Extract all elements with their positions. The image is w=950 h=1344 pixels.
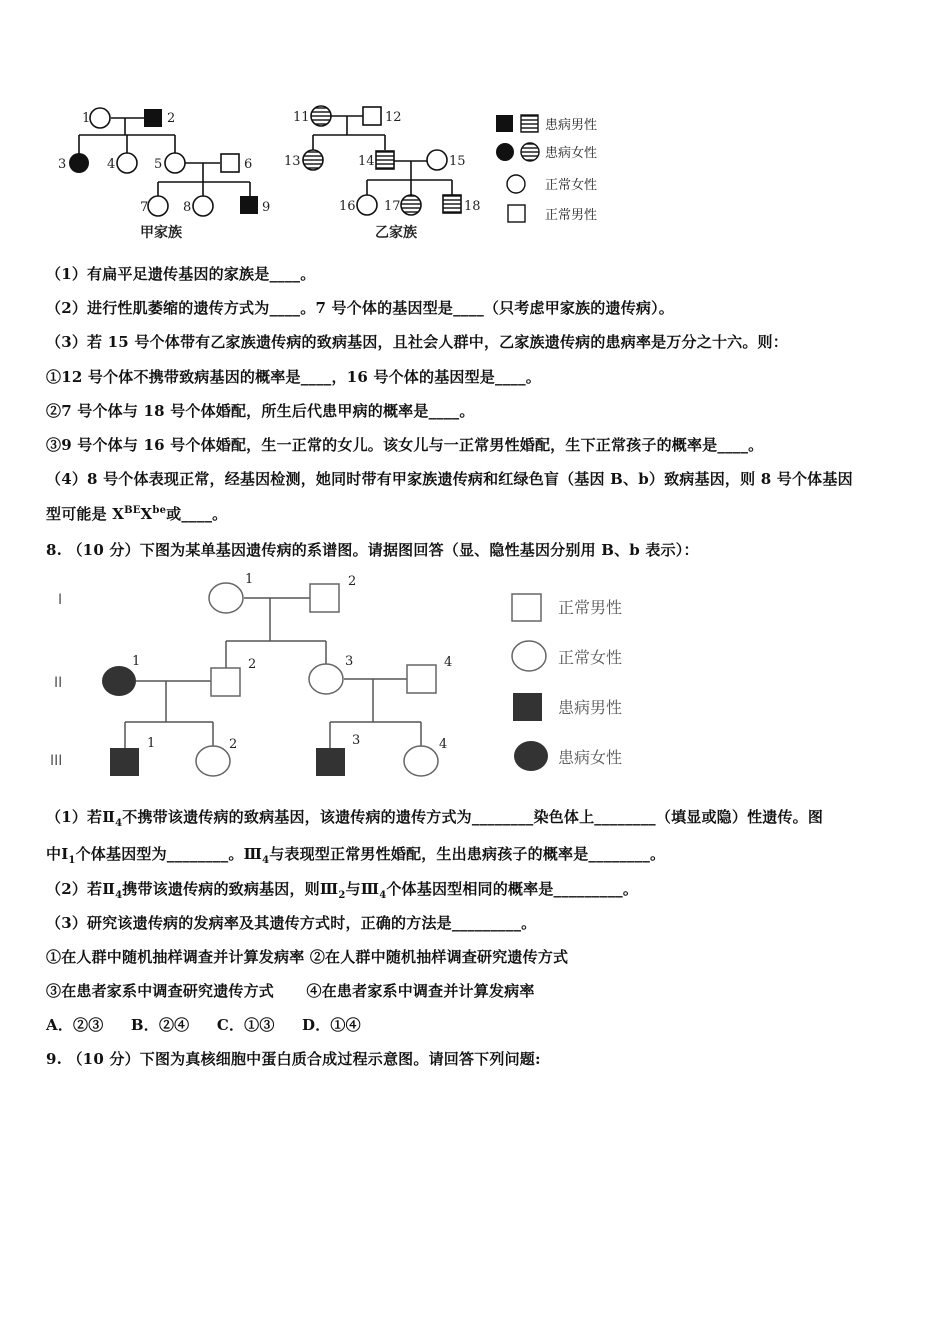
gen-label-2: II: [54, 675, 63, 691]
legend2-affected-male-symbol: [513, 693, 542, 721]
a-individual-3: [69, 153, 89, 173]
III-4-id: 4: [439, 737, 448, 752]
id-1: 1: [82, 111, 91, 126]
legend-affected-female: 患病女性: [545, 146, 598, 161]
q8-choices: [46, 1014, 361, 1035]
I-1: [209, 583, 243, 613]
legend-normal-female-symbol: [507, 175, 525, 193]
III-1-id: 1: [147, 736, 156, 751]
id-6: 6: [244, 157, 253, 172]
id-9: 9: [262, 200, 271, 215]
legend2-normal-male-symbol: [512, 594, 541, 621]
gen-label-1: I: [58, 592, 63, 608]
legend-affected-female-hatch: [521, 143, 539, 161]
legend2-affected-female: 患病女性: [558, 748, 623, 767]
I-1-id: 1: [245, 572, 254, 587]
choice-b[interactable]: B．②④: [130, 1016, 190, 1034]
id-14: 14: [358, 154, 375, 169]
q9-stem: 9. （10 分）下图为真核细胞中蛋白质合成过程示意图。请回答下列问题:: [46, 1050, 541, 1068]
choice-d[interactable]: D．①④: [302, 1016, 361, 1034]
q7-line-5: ②7 号个体与 18 号个体婚配，所生后代患甲病的概率是____。: [46, 402, 475, 420]
q7-line-4: ①12 号个体不携带致病基因的概率是____，16 号个体的基因型是____。: [46, 368, 541, 386]
q7-line-6: ③9 号个体与 16 号个体婚配，生一正常的女儿。该女儿与一正常男性婚配，生下正常孩子的概率是____。: [46, 436, 764, 454]
q8-sub3: （3）研究该遗传病的发病率及其遗传方式时，正确的方法是_________。: [46, 914, 537, 932]
a-individual-1: [90, 108, 110, 128]
q7-line-1: （1）有扁平足遗传基因的家族是____。: [46, 265, 316, 283]
choice-c[interactable]: C．①③: [216, 1016, 275, 1034]
id-5: 5: [154, 157, 163, 172]
II-1: [102, 666, 136, 696]
id-2: 2: [167, 111, 176, 126]
legend-affected-male: 患病男性: [545, 118, 598, 133]
legend-affected-female-solid: [496, 143, 514, 161]
q7-line-7: （4）8 号个体表现正常，经基因检测，她同时带有甲家族遗传病和红绿色盲（基因 B、b）致病基因，则 8 号个体基因: [46, 470, 853, 488]
id-3: 3: [58, 157, 67, 172]
legend-affected-male-hatch: [521, 115, 538, 132]
a-individual-6: [221, 154, 239, 172]
II-2: [211, 668, 240, 696]
a-individual-4: [117, 153, 137, 173]
III-3-id: 3: [352, 733, 361, 748]
q8-sub2: （2）若$Ⅱ_4$携带该遗传病的致病基因，则$Ⅲ_2$与$Ⅲ_4$个体基因型相同的概率是_________。: [46, 880, 639, 901]
II-3: [309, 664, 343, 694]
II-2-id: 2: [248, 657, 257, 672]
q8-sub1-line1: （1）若$Ⅱ_4$不携带该遗传病的致病基因，该遗传病的遗传方式为________染色体上________（填显或隐）性遗传。图: [46, 808, 824, 829]
q7-line-2: （2）进行性肌萎缩的遗传方式为____。7 号个体的基因型是____（只考虑甲家族的遗传病）。: [46, 299, 674, 317]
II-3-id: 3: [345, 654, 354, 669]
legend2-normal-female-symbol: [512, 641, 546, 671]
II-4: [407, 665, 436, 693]
q8-option-line-2: ③在患者家系中调查研究遗传方式 ④在患者家系中调查并计算发病率: [46, 982, 535, 1000]
legend2-affected-male: 患病男性: [558, 698, 623, 717]
id-15: 15: [449, 154, 466, 169]
q7-line-8: 型可能是 $X^{BE}X^{be}$或____。: [46, 505, 228, 523]
pedigree-figure-1: [0, 90, 950, 250]
b-individual-16: [357, 195, 377, 215]
b-individual-13: [303, 150, 323, 170]
a-individual-8: [193, 196, 213, 216]
q8-sub1-line2: 中$Ⅰ_1$个体基因型为________。$Ⅲ_4$与表现型正常男性婚配，生出患病孩子的概率是________。: [46, 845, 666, 866]
b-individual-11: [311, 106, 331, 126]
III-2-id: 2: [229, 737, 238, 752]
id-17: 17: [384, 199, 401, 214]
id-18: 18: [464, 199, 481, 214]
b-individual-14: [376, 151, 394, 169]
choice-a[interactable]: A．②③: [46, 1016, 104, 1034]
legend-normal-female: 正常女性: [545, 178, 598, 193]
id-4: 4: [107, 157, 116, 172]
legend2-normal-female: 正常女性: [558, 648, 623, 667]
id-16: 16: [339, 199, 356, 214]
id-11: 11: [293, 110, 310, 125]
q7-line-3: （3）若 15 号个体带有乙家族遗传病的致病基因，且社会人群中，乙家族遗传病的患病率是万分之十六。则：: [46, 333, 788, 351]
legend-affected-male-solid: [496, 115, 513, 132]
legend-normal-male: 正常男性: [545, 208, 598, 223]
legend2-normal-male: 正常男性: [558, 598, 623, 617]
a-individual-2: [144, 109, 162, 127]
a-individual-7: [148, 196, 168, 216]
b-individual-15: [427, 150, 447, 170]
q8-stem: 8. （10 分）下图为某单基因遗传病的系谱图。请据图回答（显、隐性基因分别用 B、b 表示）：: [46, 541, 699, 559]
id-8: 8: [183, 200, 192, 215]
III-2: [196, 746, 230, 776]
a-individual-9: [240, 196, 258, 214]
id-13: 13: [284, 154, 301, 169]
II-1-id: 1: [132, 654, 141, 669]
I-2: [310, 584, 339, 612]
I-2-id: 2: [348, 574, 357, 589]
III-4: [404, 746, 438, 776]
id-7: 7: [140, 200, 149, 215]
family-a-caption: 甲家族: [140, 225, 182, 241]
family-b-caption: 乙家族: [375, 225, 417, 241]
III-1: [110, 748, 139, 776]
id-12: 12: [385, 110, 402, 125]
a-individual-5: [165, 153, 185, 173]
legend-normal-male-symbol: [508, 205, 525, 222]
pedigree-figure-2: [0, 568, 950, 790]
III-3: [316, 748, 345, 776]
gen-label-3: III: [50, 753, 63, 769]
b-individual-17: [401, 195, 421, 215]
q8-option-line-1: ①在人群中随机抽样调查并计算发病率 ②在人群中随机抽样调查研究遗传方式: [46, 948, 569, 966]
b-individual-18: [443, 195, 461, 213]
b-individual-12: [363, 107, 381, 125]
II-4-id: 4: [444, 655, 453, 670]
legend2-affected-female-symbol: [514, 741, 548, 771]
